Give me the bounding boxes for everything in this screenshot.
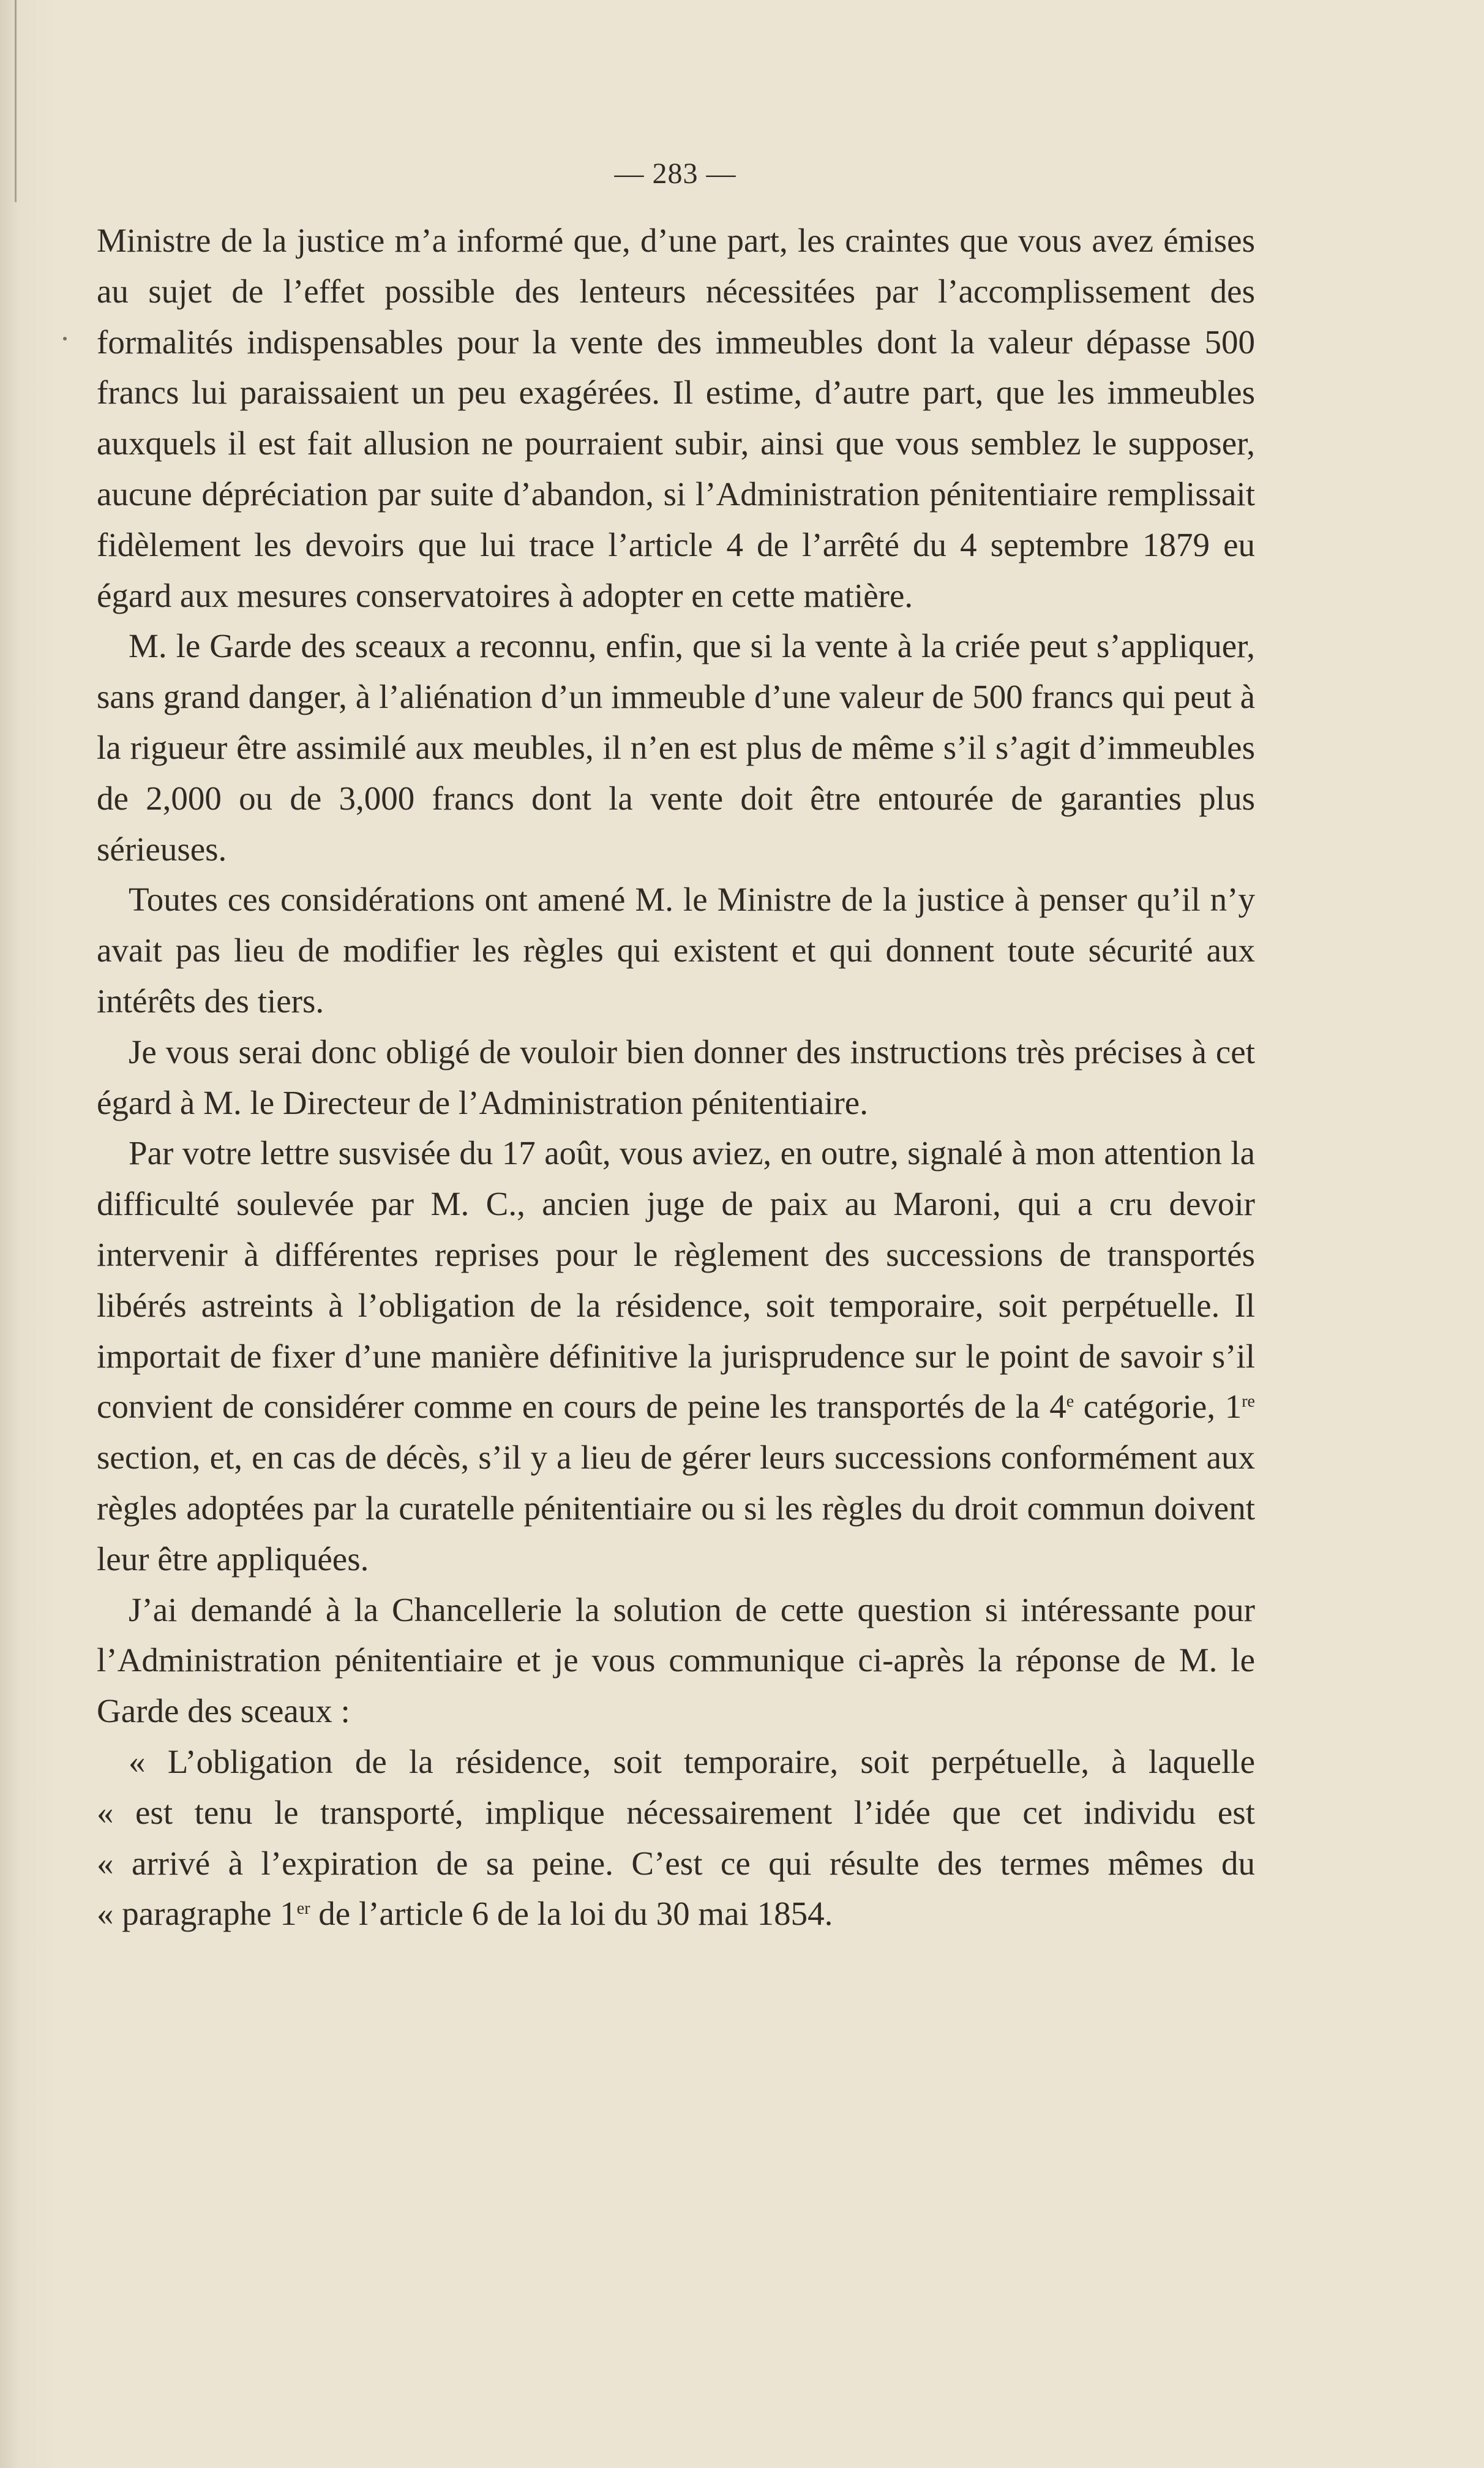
paragraph-5 bbox=[97, 1128, 1255, 1584]
quote-line-4 bbox=[97, 1889, 1255, 1939]
page-number: — 283 — bbox=[614, 157, 736, 190]
margin-mark bbox=[63, 337, 67, 340]
superscript-re: re bbox=[1242, 1392, 1255, 1412]
paragraph-5-text-2: catégorie, 1 bbox=[1074, 1388, 1242, 1426]
paragraph-2: M. le Garde des sceaux a reconnu, enfin, que si la vente à la criée peut s’appliquer, sans grand danger, à l’aliénation d’un immeuble d’une valeur de 500 francs qui peut à la rigueur être assimilé aux meubles, il n’en est plus de même s’il s’agit d’immeubles de 2,000 ou de 3,000 francs dont la vente doit être entourée de garanties plus sérieuses. bbox=[97, 627, 1255, 868]
paragraph-3: Toutes ces considérations ont amené M. le Ministre de la justice à penser qu’il n’y avait pas lieu de modifier les règles qui existent et qui donnent toute sécurité aux intérêts des tiers. bbox=[97, 881, 1255, 1020]
paragraph-5-text-1: Par votre lettre susvisée du 17 août, vous aviez, en outre, signalé à mon attention la difficulté soulevée par M. C., ancien juge de paix au Maroni, qui a cru devoir intervenir à différentes reprises pour le règlement des successions de transportés libérés astreints à l’obligation de la résidence, soit temporaire, soit perpétuelle. Il importait de fixer d’une manière définitive la jurisprudence sur le point de savoir s’il convient de considérer comme en cours de peine les transportés de la 4 bbox=[97, 1134, 1255, 1426]
quote-line-1: « L’obligation de la résidence, soit temporaire, soit perpétuelle, à laquelle bbox=[129, 1742, 1255, 1780]
document-body bbox=[97, 216, 1255, 1939]
quoted-response bbox=[97, 1737, 1255, 1939]
paragraph-6: J’ai demandé à la Chancellerie la solution de cette question si intéressante pour l’Administration pénitentiaire et je vous communique ci-après la réponse de M. le Garde des sceaux : bbox=[97, 1590, 1255, 1730]
paragraph-1: Ministre de la justice m’a informé que, d’une part, les craintes que vous avez émises au sujet de l’effet possible des lenteurs nécessitées par l’accomplissement des formalités indispensables pour la vente des immeubles dont la valeur dépasse 500 francs lui paraissaient un peu exagérées. Il estime, d’autre part, que les immeubles auxquels il est fait allusion ne pourraient subir, ainsi que vous semblez le supposer, aucune dépréciation par suite d’abandon, si l’Administration pénitentiaire remplissait fidèlement les devoirs que lui trace l’article 4 de l’arrêté du 4 septembre 1879 eu égard aux mesures conservatoires à adopter en cette matière. bbox=[97, 222, 1255, 614]
quote-line-4-text-1: « paragraphe 1 bbox=[97, 1895, 297, 1933]
binding-edge bbox=[15, 0, 17, 202]
quote-line-2: « est tenu le transporté, implique nécessairement l’idée que cet individu est bbox=[97, 1793, 1255, 1831]
superscript-e: e bbox=[1066, 1392, 1074, 1412]
superscript-er: er bbox=[296, 1899, 310, 1919]
quote-line-3: « arrivé à l’expiration de sa peine. C’est ce qui résulte des termes mêmes du bbox=[97, 1844, 1255, 1882]
quote-line-4-text-2: de l’article 6 de la loi du 30 mai 1854. bbox=[310, 1895, 833, 1933]
paragraph-4: Je vous serai donc obligé de vouloir bien donner des instructions très précises à cet égard à M. le Directeur de l’Administration pénitentiaire. bbox=[97, 1033, 1255, 1121]
paragraph-5-text-3: section, et, en cas de décès, s’il y a lieu de gérer leurs successions conformément aux règles adoptées par la curatelle pénitentiaire ou si les règles du droit commun doivent leur être appliquées. bbox=[97, 1439, 1255, 1578]
